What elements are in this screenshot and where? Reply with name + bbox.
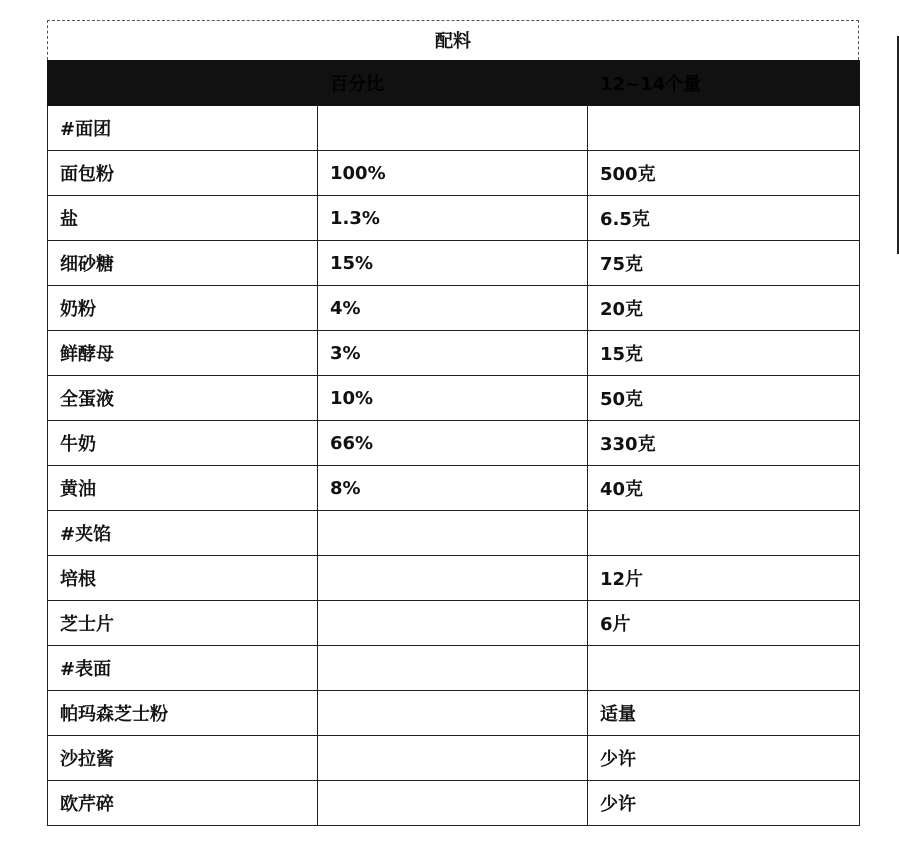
- amount-cell: 6.5克: [588, 196, 860, 241]
- table-row: [48, 646, 860, 691]
- percentage-cell: 15%: [318, 241, 588, 286]
- percentage-cell: 1.3%: [318, 196, 588, 241]
- amount-cell: 20克: [588, 286, 860, 331]
- ingredient-cell: 盐: [48, 196, 318, 241]
- amount-cell: [588, 106, 860, 151]
- amount-cell: 50克: [588, 376, 860, 421]
- percentage-cell: [318, 601, 588, 646]
- amount-cell: 40克: [588, 466, 860, 511]
- amount-cell: 500克: [588, 151, 860, 196]
- amount-cell: 适量: [588, 691, 860, 736]
- ingredient-cell: 牛奶: [48, 421, 318, 466]
- ingredient-cell: 培根: [48, 556, 318, 601]
- ingredient-cell: 鲜酵母: [48, 331, 318, 376]
- amount-cell: 12片: [588, 556, 860, 601]
- table-row: [48, 556, 860, 601]
- table-row: [48, 736, 860, 781]
- amount-cell: 6片: [588, 601, 860, 646]
- ingredient-cell: #夹馅: [48, 511, 318, 556]
- table-row: [48, 466, 860, 511]
- amount-cell: 少许: [588, 781, 860, 826]
- ingredient-cell: 全蛋液: [48, 376, 318, 421]
- table-row: [48, 331, 860, 376]
- table-row: [48, 421, 860, 466]
- percentage-cell: 4%: [318, 286, 588, 331]
- header-cell-ingredient: [48, 61, 318, 106]
- header-cell-amount: 12~14个量: [588, 61, 860, 106]
- amount-cell: 75克: [588, 241, 860, 286]
- table-body: [48, 106, 860, 826]
- ingredient-cell: 欧芹碎: [48, 781, 318, 826]
- table-row: [48, 511, 860, 556]
- ingredient-cell: #表面: [48, 646, 318, 691]
- header-cell-percentage: 百分比: [318, 61, 588, 106]
- percentage-cell: [318, 691, 588, 736]
- percentage-cell: 8%: [318, 466, 588, 511]
- ingredient-cell: 芝士片: [48, 601, 318, 646]
- ingredient-cell: 黄油: [48, 466, 318, 511]
- table-row: [48, 691, 860, 736]
- table-row: [48, 781, 860, 826]
- percentage-cell: 3%: [318, 331, 588, 376]
- ingredient-cell: 帕玛森芝士粉: [48, 691, 318, 736]
- table-row: [48, 106, 860, 151]
- ingredients-table: [47, 60, 860, 826]
- percentage-cell: [318, 556, 588, 601]
- ingredients-table-container: [47, 20, 859, 826]
- percentage-cell: [318, 736, 588, 781]
- percentage-cell: 100%: [318, 151, 588, 196]
- percentage-cell: [318, 511, 588, 556]
- amount-cell: [588, 511, 860, 556]
- ingredient-cell: 细砂糖: [48, 241, 318, 286]
- amount-cell: 少许: [588, 736, 860, 781]
- ingredient-cell: 沙拉酱: [48, 736, 318, 781]
- table-row: [48, 601, 860, 646]
- amount-cell: [588, 646, 860, 691]
- table-row: [48, 151, 860, 196]
- ingredient-cell: #面团: [48, 106, 318, 151]
- ingredient-cell: 奶粉: [48, 286, 318, 331]
- table-row: [48, 286, 860, 331]
- percentage-cell: [318, 106, 588, 151]
- percentage-cell: [318, 646, 588, 691]
- ingredient-cell: 面包粉: [48, 151, 318, 196]
- amount-cell: 15克: [588, 331, 860, 376]
- table-row: [48, 196, 860, 241]
- table-row: [48, 376, 860, 421]
- percentage-cell: [318, 781, 588, 826]
- percentage-cell: 66%: [318, 421, 588, 466]
- header-row: [48, 61, 860, 106]
- table-row: [48, 241, 860, 286]
- amount-cell: 330克: [588, 421, 860, 466]
- percentage-cell: 10%: [318, 376, 588, 421]
- table-caption: 配料: [47, 20, 859, 60]
